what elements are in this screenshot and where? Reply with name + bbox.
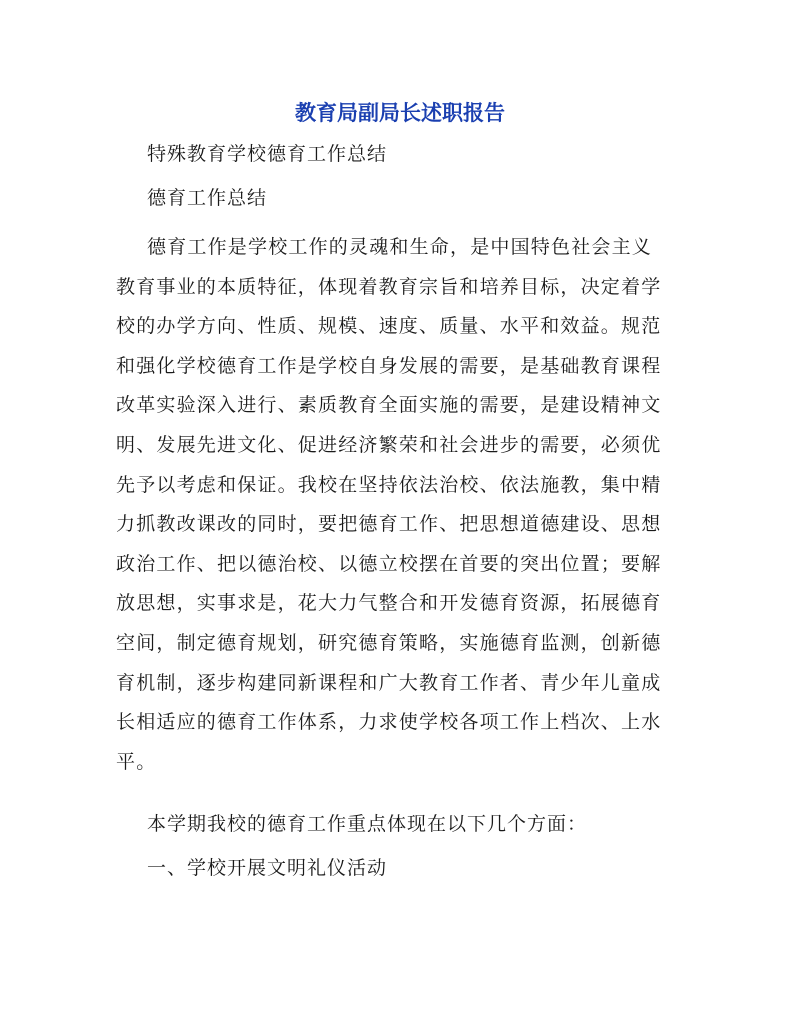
document-title: 教育局副局长述职报告 xyxy=(295,101,505,125)
paragraph-line: 校的办学方向、性质、规模、速度、质量、水平和效益。规范 xyxy=(116,315,662,338)
paragraph-line: 放思想，实事求是，花大力气整合和开发德育资源，拓展德育 xyxy=(116,592,662,615)
intro-line: 本学期我校的德育工作重点体现在以下几个方面： xyxy=(147,813,588,835)
paragraph-line: 改革实验深入进行、素质教育全面实施的需要，是建设精神文 xyxy=(116,394,662,417)
paragraph-line: 育机制，逐步构建同新课程和广大教育工作者、青少年儿童成 xyxy=(116,671,662,694)
paragraph-line: 教育事业的本质特征，体现着教育宗旨和培养目标，决定着学 xyxy=(116,275,662,298)
paragraph-line: 平。 xyxy=(116,750,157,773)
body-paragraph xyxy=(116,228,688,782)
paragraph-line: 德育工作是学校工作的灵魂和生命，是中国特色社会主义 xyxy=(147,236,653,258)
paragraph-line: 和强化学校德育工作是学校自身发展的需要，是基础教育课程 xyxy=(116,354,662,377)
paragraph-line: 力抓教改课改的同时，要把德育工作、把思想道德建设、思想 xyxy=(116,513,662,536)
first-point-heading: 一、学校开展文明礼仪活动 xyxy=(147,857,388,879)
paragraph-line: 政治工作、把以德治校、以德立校摆在首要的突出位置；要解 xyxy=(116,552,662,575)
paragraph-line: 空间，制定德育规划，研究德育策略，实施德育监测，创新德 xyxy=(116,631,662,654)
document-subtitle: 特殊教育学校德育工作总结 xyxy=(147,143,388,165)
paragraph-line: 长相适应的德育工作体系，力求使学校各项工作上档次、上水 xyxy=(116,711,662,734)
section-heading: 德育工作总结 xyxy=(147,187,268,209)
paragraph-line: 明、发展先进文化、促进经济繁荣和社会进步的需要，必须优 xyxy=(116,433,662,456)
paragraph-line: 先予以考虑和保证。我校在坚持依法治校、依法施教，集中精 xyxy=(116,473,662,496)
